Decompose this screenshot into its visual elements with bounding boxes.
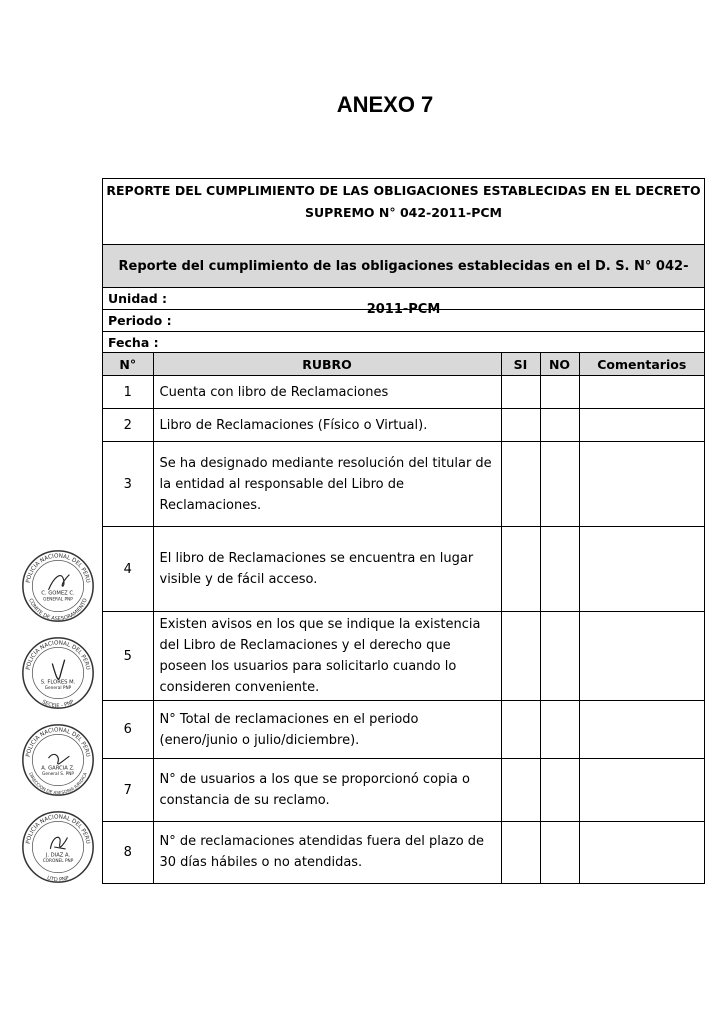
report-header [103,179,704,245]
row-no-cell[interactable] [540,822,579,883]
row-comentarios-cell[interactable] [579,442,704,527]
table-row [103,409,704,442]
row-no-cell[interactable] [540,612,579,701]
row-no-cell[interactable] [540,701,579,759]
svg-text:General S. PNP: General S. PNP [42,772,74,778]
row-rubro: N° Total de reclamaciones en el periodo (enero/junio o julio/diciembre). [153,701,501,759]
field-unidad: Unidad : [103,288,704,310]
row-si-cell[interactable] [501,701,540,759]
table-row [103,759,704,822]
row-comentarios-cell[interactable] [579,527,704,612]
row-no-cell[interactable] [540,409,579,442]
row-rubro: Cuenta con libro de Reclamaciones [153,376,501,409]
row-number: 8 [103,822,153,883]
field-periodo: Periodo : [103,310,704,332]
rubros-table [103,353,704,883]
svg-text:COMITE DE ASESORAMIENTO: COMITE DE ASESORAMIENTO [27,597,89,623]
report-form [102,178,705,884]
row-rubro: Existen avisos en los que se indique la existencia del Libro de Reclamaciones y el derecho que poseen los usuarios para solicitarlo cuando lo consideren conveniente. [153,612,501,701]
row-si-cell[interactable] [501,612,540,701]
stamp-4 [20,809,96,885]
svg-text:POLICIA NACIONAL DEL PERU: POLICIA NACIONAL DEL PERU [25,640,91,671]
row-si-cell[interactable] [501,759,540,822]
row-rubro: El libro de Reclamaciones se encuentra en lugar visible y de fácil acceso. [153,527,501,612]
row-comentarios-cell[interactable] [579,701,704,759]
stamp-1 [20,548,96,624]
svg-text:DIRECCION DE ASESORIA JURIDICA: DIRECCION DE ASESORIA JURIDICA [27,772,89,797]
row-si-cell[interactable] [501,527,540,612]
row-comentarios-cell[interactable] [579,822,704,883]
report-subheader: Reporte del cumplimiento de las obligaciones establecidas en el D. S. N° 042-2011-PCM [103,245,704,288]
svg-text:POLICIA NACIONAL DEL PERU: POLICIA NACIONAL DEL PERU [25,814,91,845]
col-num: N° [103,353,153,376]
row-number: 5 [103,612,153,701]
row-rubro: Libro de Reclamaciones (Físico o Virtual). [153,409,501,442]
row-number: 4 [103,527,153,612]
svg-text:CORONEL PNP: CORONEL PNP [42,859,74,865]
row-no-cell[interactable] [540,527,579,612]
col-rubro: RUBRO [153,353,501,376]
row-no-cell[interactable] [540,442,579,527]
svg-text:POLICIA NACIONAL DEL PERU: POLICIA NACIONAL DEL PERU [25,553,91,584]
table-row [103,442,704,527]
stamp-3 [20,722,96,798]
page-title: ANEXO 7 [336,92,434,117]
row-si-cell[interactable] [501,376,540,409]
row-rubro: N° de reclamaciones atendidas fuera del plazo de 30 días hábiles o no atendidas. [153,822,501,883]
svg-text:UTD PNP: UTD PNP [46,875,70,884]
row-no-cell[interactable] [540,759,579,822]
table-row [103,822,704,883]
table-row [103,527,704,612]
row-si-cell[interactable] [501,822,540,883]
svg-text:C. GOMEZ C.: C. GOMEZ C. [41,590,75,597]
row-si-cell[interactable] [501,442,540,527]
table-row [103,376,704,409]
row-rubro: Se ha designado mediante resolución del titular de la entidad al responsable del Libro de Reclamaciones. [153,442,501,527]
report-header-line1: REPORTE DEL CUMPLIMIENTO DE LAS OBLIGACIONES ESTABLECIDAS EN EL DECRETO [106,183,701,198]
row-number: 6 [103,701,153,759]
row-number: 2 [103,409,153,442]
stamp-2 [20,635,96,711]
svg-text:POLICIA NACIONAL DEL PERU: POLICIA NACIONAL DEL PERU [25,727,91,758]
svg-text:S. FLORES M.: S. FLORES M. [40,679,76,686]
report-header-line2: SUPREMO N° 042-2011-PCM [305,205,502,220]
field-fecha: Fecha : [103,332,704,353]
row-number: 3 [103,442,153,527]
table-header-row [103,353,704,376]
col-si: SI [501,353,540,376]
stamps-column [20,548,100,896]
svg-text:SECEJE - PNP: SECEJE - PNP [40,699,76,710]
svg-text:J. DIAZ A.: J. DIAZ A. [45,852,71,859]
row-number: 7 [103,759,153,822]
row-number: 1 [103,376,153,409]
table-row [103,612,704,701]
row-si-cell[interactable] [501,409,540,442]
col-comentarios: Comentarios [579,353,704,376]
row-comentarios-cell[interactable] [579,376,704,409]
row-rubro: N° de usuarios a los que se proporcionó copia o constancia de su reclamo. [153,759,501,822]
row-comentarios-cell[interactable] [579,612,704,701]
row-comentarios-cell[interactable] [579,759,704,822]
svg-text:GENERAL PNP: GENERAL PNP [43,597,73,603]
row-comentarios-cell[interactable] [579,409,704,442]
svg-text:General PNP: General PNP [44,686,72,692]
row-no-cell[interactable] [540,376,579,409]
svg-text:A. GARCIA Z.: A. GARCIA Z. [41,765,75,772]
col-no: NO [540,353,579,376]
table-row [103,701,704,759]
